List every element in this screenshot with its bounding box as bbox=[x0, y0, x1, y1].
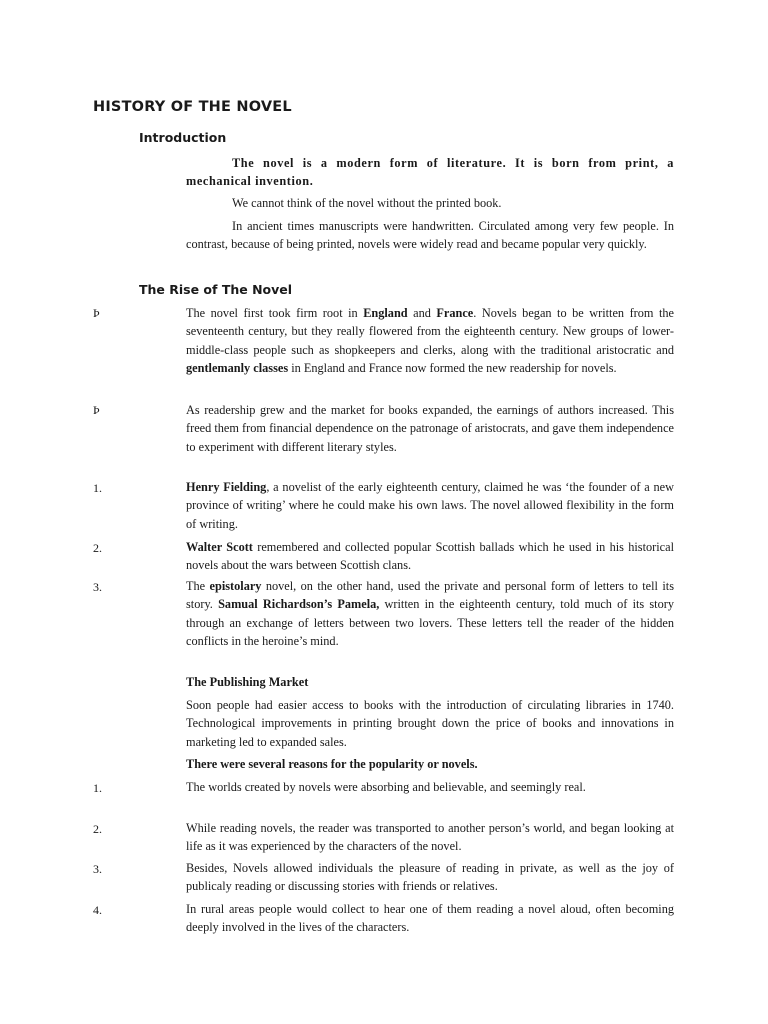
text-run: . Novels began to be written from the seventeenth century, but they really flowered from the eighteenth century. New groups of lower-middle-class people such as shopkeepers and clerks, along with the traditional aristocratic and bbox=[186, 306, 674, 357]
text-run: The bbox=[186, 579, 210, 593]
text-run: The novel first took firm root in bbox=[186, 306, 364, 320]
text-run: written in the eighteenth century, told much of its story through an exchange of letters between two lovers. These letters tell the reader of the hidden conflicts in the heroine’s mind. bbox=[186, 597, 674, 649]
intro-paragraph-3: In ancient times manuscripts were handwritten. Circulated among very few people. In contrast, because of being printed, novels were widely read and became popular very quickly. bbox=[186, 219, 674, 252]
rise-heading: The Rise of The Novel bbox=[139, 282, 293, 297]
bullet-marker: Þ bbox=[93, 306, 100, 320]
intro-paragraph-1 bbox=[186, 154, 674, 191]
list-number: 2. bbox=[93, 541, 102, 555]
rise-numbered-3 bbox=[186, 577, 674, 651]
rise-bullet-2: As readership grew and the market for books expanded, the earnings of authors increased. This freed them from financial dependence on the patronage of aristocrats, and gave them independence to experiment with different literary styles. bbox=[186, 403, 674, 454]
reasons-heading-text: There were several reasons for the popularity or novels. bbox=[186, 757, 478, 771]
bold-run: gentlemanly classes bbox=[186, 361, 289, 376]
text-run: remembered and collected popular Scottish ballads which he used in his historical novels about the wars between Scottish clans. bbox=[186, 540, 675, 573]
text-run: novel, on the other hand, used the private and personal form of letters to tell its story. bbox=[186, 579, 674, 612]
introduction-heading: Introduction bbox=[139, 130, 227, 145]
bold-run: Walter Scott bbox=[186, 540, 253, 554]
bold-run: Henry Fielding bbox=[186, 480, 267, 494]
list-number: 3. bbox=[93, 862, 102, 876]
intro-paragraph-2: We cannot think of the novel without the printed book. bbox=[232, 196, 502, 210]
text-run: and bbox=[407, 306, 437, 320]
reason-item-2: While reading novels, the reader was transported to another person’s world, and began looking at life as it was experienced by the characters of the novel. bbox=[186, 821, 674, 854]
rise-numbered-2 bbox=[186, 538, 674, 575]
reason-item-3: Besides, Novels allowed individuals the pleasure of reading in private, as well as the joy of publicaly reading or discussing stories with friends or relatives. bbox=[186, 861, 674, 894]
publishing-paragraph: Soon people had easier access to books with the introduction of circulating libraries in 1740. Technological improvements in printing brought down the price of books and innovations in marketing led to expanded sales. bbox=[186, 698, 674, 749]
rise-bullet-1 bbox=[186, 304, 674, 378]
bold-run: France bbox=[436, 306, 474, 320]
publishing-heading-text: The Publishing Market bbox=[186, 675, 309, 689]
list-number: 3. bbox=[93, 580, 102, 594]
bold-run: England bbox=[363, 306, 408, 320]
reason-item-1: The worlds created by novels were absorbing and believable, and seemingly real. bbox=[186, 780, 586, 794]
text-run: , a novelist of the early eighteenth century, claimed he was ‘the founder of a new province of writing’ where he could make his own laws. The novel allowed flexibility in the form of writing. bbox=[186, 480, 674, 531]
reason-item-4: In rural areas people would collect to hear one of them reading a novel aloud, often becoming deeply involved in the lives of the characters. bbox=[186, 902, 674, 935]
bold-run: epistolary bbox=[209, 579, 262, 593]
text-run: in England and France now formed the new readership for novels. bbox=[288, 361, 617, 376]
publishing-heading bbox=[186, 673, 674, 691]
list-number: 2. bbox=[93, 822, 102, 836]
list-number: 4. bbox=[93, 903, 102, 917]
bold-run: Samual Richardson’s Pamela, bbox=[218, 597, 380, 612]
reasons-heading bbox=[186, 755, 674, 773]
rise-numbered-1 bbox=[186, 478, 674, 533]
intro-bold-statement: The novel is a modern form of literature. It is born from print, a mechanical invention. bbox=[186, 156, 674, 189]
bullet-marker: Þ bbox=[93, 403, 100, 417]
list-number: 1. bbox=[93, 781, 102, 795]
list-number: 1. bbox=[93, 481, 102, 495]
page-title: HISTORY OF THE NOVEL bbox=[93, 99, 292, 115]
